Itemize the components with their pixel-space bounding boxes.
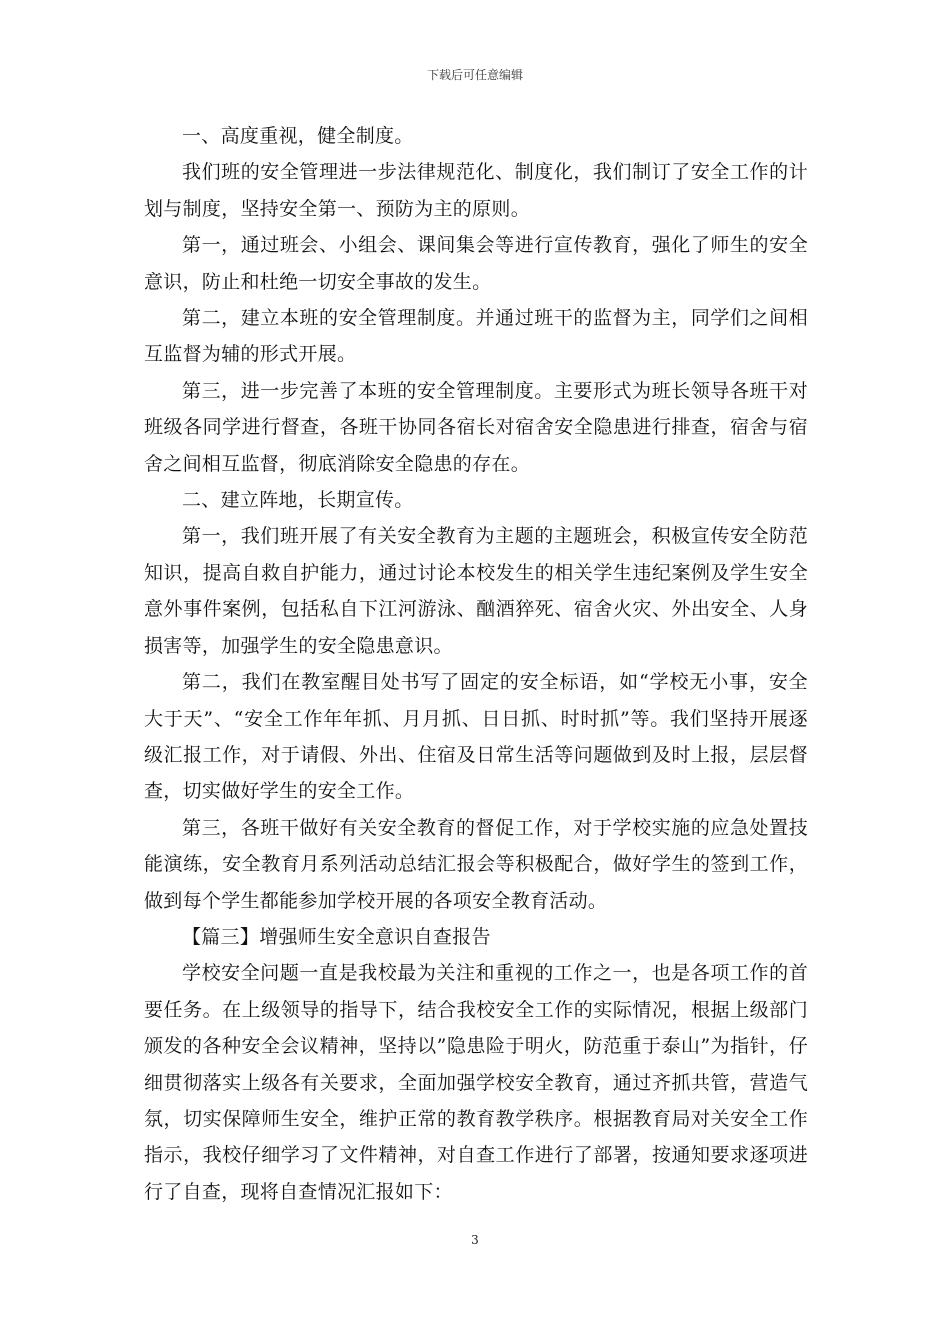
paragraph: 我们班的安全管理进一步法律规范化、制度化，我们制订了安全工作的计划与制度，坚持安全第一、预防为主的原则。 [144,161,808,220]
paragraph: 第二，我们在教室醒目处书写了固定的安全标语，如“学校无小事，安全大于天”、“安全工作年年抓、月月抓、日日抓、时时抓”等。我们坚持开展逐级汇报工作，对于请假、外出、住宿及日常生活等问题做到及时上报，层层督查，切实做好学生的安全工作。 [144,671,808,803]
paragraph: 第一，我们班开展了有关安全教育为主题的主题班会，积极宣传安全防范知识，提高自救自护能力，通过讨论本校发生的相关学生违纪案例及学生安全意外事件案例，包括私自下江河游泳、酗酒猝死、宿舍火灾、外出安全、人身损害等，加强学生的安全隐患意识。 [144,525,808,657]
paragraph: 第三，各班干做好有关安全教育的督促工作，对于学校实施的应急处置技能演练，安全教育月系列活动总结汇报会等积极配合，做好学生的签到工作，做到每个学生都能参加学校开展的各项安全教育活动。 [144,816,808,912]
page-header: 下载后可任意编辑 [426,68,523,82]
section-heading: 【篇三】增强师生安全意识自查报告 [182,925,491,948]
paragraph: 学校安全问题一直是我校最为关注和重视的工作之一，也是各项工作的首要任务。在上级领导的指导下，结合我校安全工作的实际情况，根据上级部门颁发的各种安全会议精神，坚持以”隐患险于明火，防范重于泰山”为指针，仔细贯彻落实上级各有关要求，全面加强学校安全教育，通过齐抓共管，营造气氛，切实保障师生安全，维护正常的教育教学秩序。根据教育局对关安全工作指示，我校仔细学习了文件精神，对自查工作进行了部署，按通知要求逐项进行了自查，现将自查情况汇报如下： [144,962,808,1203]
paragraph: 一、高度重视，健全制度。 [182,125,414,147]
paragraph: 二、建立阵地，长期宣传。 [182,489,414,512]
paragraph: 第二，建立本班的安全管理制度。并通过班干的监督为主，同学们之间相互监督为辅的形式开展。 [144,307,808,366]
page-number: 3 [471,1233,479,1247]
document-body [144,118,808,1210]
paragraph: 第一，通过班会、小组会、课间集会等进行宣传教育，强化了师生的安全意识，防止和杜绝一切安全事故的发生。 [144,234,808,293]
paragraph: 第三，进一步完善了本班的安全管理制度。主要形式为班长领导各班干对班级各同学进行督查，各班干协同各宿长对宿舍安全隐患进行排查，宿舍与宿舍之间相互监督，彻底消除安全隐患的存在。 [144,379,808,475]
